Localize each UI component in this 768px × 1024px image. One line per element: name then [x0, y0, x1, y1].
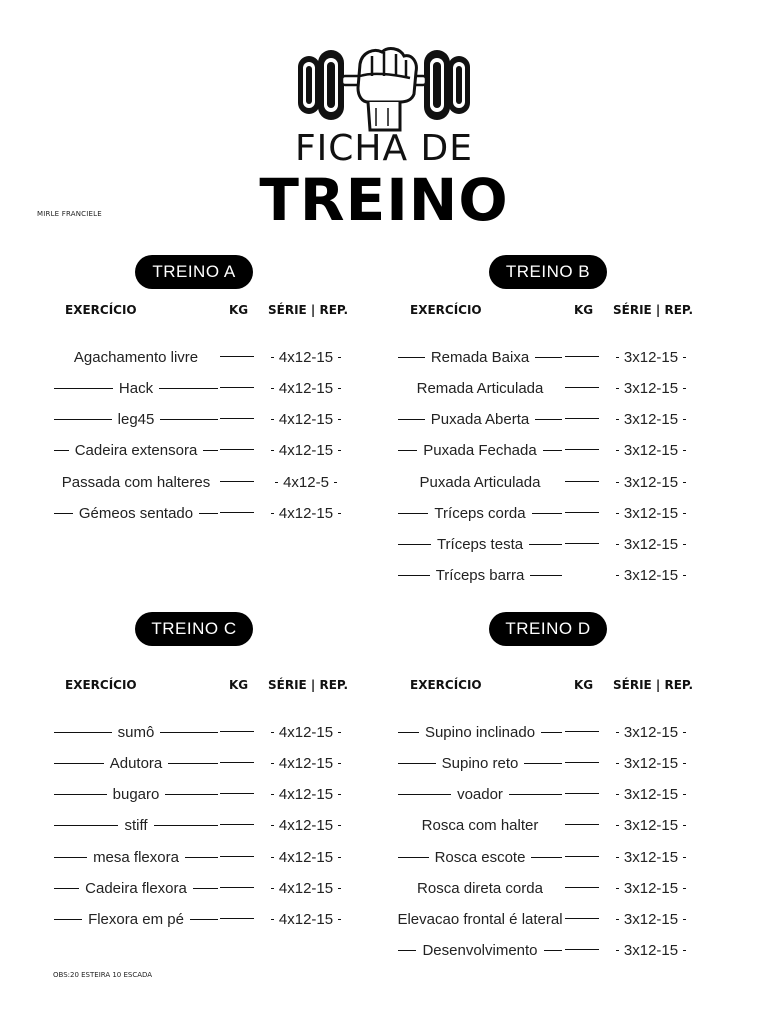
exercise-row: Elevacao frontal é lateral	[397, 910, 563, 928]
exercise-row: Cadeira flexora	[48, 878, 224, 898]
column-kg-d: KG	[574, 678, 594, 692]
kg-field[interactable]	[220, 418, 254, 419]
series-value: 3x12-15	[606, 565, 696, 585]
series-value: 4x12-15	[261, 378, 351, 398]
column-kg-a: KG	[229, 303, 249, 317]
exercise-row: Rosca escote	[392, 847, 568, 867]
series-value: 3x12-15	[606, 534, 696, 554]
series-value: 4x12-15	[261, 909, 351, 929]
column-kg-c: KG	[229, 678, 249, 692]
series-value: 4x12-5	[261, 472, 351, 492]
workout-title-a: TREINO A	[135, 255, 253, 289]
kg-field[interactable]	[565, 887, 599, 888]
column-exercise-b: EXERCÍCIO	[410, 303, 482, 317]
kg-field[interactable]	[565, 949, 599, 950]
exercise-row: Puxada Fechada	[392, 440, 568, 460]
exercise-row: Agachamento livre	[73, 348, 199, 366]
column-series-d: SÉRIE | REP.	[613, 678, 694, 692]
exercise-row: Adutora	[48, 753, 224, 773]
kg-field[interactable]	[565, 793, 599, 794]
exercise-row: Rosca direta corda	[417, 879, 543, 897]
footer-obs: OBS:20 ESTEIRA 10 ESCADA	[53, 971, 153, 979]
series-value: 3x12-15	[606, 472, 696, 492]
kg-field[interactable]	[220, 731, 254, 732]
exercise-row: stiff	[48, 815, 224, 835]
exercise-row: Puxada Articulada	[419, 473, 541, 491]
kg-field[interactable]	[220, 856, 254, 857]
exercise-row: sumô	[48, 722, 224, 742]
exercise-row: Remada Baixa	[392, 347, 568, 367]
series-value: 3x12-15	[606, 940, 696, 960]
series-value: 4x12-15	[261, 347, 351, 367]
kg-field[interactable]	[220, 512, 254, 513]
column-exercise-c: EXERCÍCIO	[65, 678, 137, 692]
series-value: 3x12-15	[606, 440, 696, 460]
column-series-b: SÉRIE | REP.	[613, 303, 694, 317]
exercise-row: mesa flexora	[48, 847, 224, 867]
exercise-row: Supino reto	[392, 753, 568, 773]
kg-field[interactable]	[565, 387, 599, 388]
fist-dumbbell-icon	[296, 42, 472, 134]
kg-field[interactable]	[565, 481, 599, 482]
kg-field[interactable]	[565, 512, 599, 513]
workout-title-c: TREINO C	[135, 612, 253, 646]
kg-field[interactable]	[220, 918, 254, 919]
series-value: 4x12-15	[261, 440, 351, 460]
series-value: 3x12-15	[606, 347, 696, 367]
series-value: 4x12-15	[261, 815, 351, 835]
kg-field[interactable]	[220, 824, 254, 825]
series-value: 3x12-15	[606, 815, 696, 835]
kg-field[interactable]	[565, 543, 599, 544]
page-title-line1: FICHA DE	[294, 128, 474, 169]
kg-field[interactable]	[220, 356, 254, 357]
exercise-row: Supino inclinado	[392, 722, 568, 742]
kg-field[interactable]	[220, 793, 254, 794]
exercise-row: Tríceps barra	[392, 565, 568, 585]
series-value: 3x12-15	[606, 909, 696, 929]
kg-field[interactable]	[565, 731, 599, 732]
series-value: 3x12-15	[606, 878, 696, 898]
series-value: 4x12-15	[261, 878, 351, 898]
exercise-row: leg45	[48, 409, 224, 429]
kg-field[interactable]	[565, 918, 599, 919]
workout-title-d: TREINO D	[489, 612, 607, 646]
series-value: 3x12-15	[606, 784, 696, 804]
kg-field[interactable]	[220, 762, 254, 763]
exercise-row: Tríceps corda	[392, 503, 568, 523]
kg-field[interactable]	[565, 356, 599, 357]
exercise-row: Tríceps testa	[392, 534, 568, 554]
series-value: 3x12-15	[606, 847, 696, 867]
kg-field[interactable]	[220, 387, 254, 388]
exercise-row: Desenvolvimento	[392, 940, 568, 960]
kg-field[interactable]	[565, 449, 599, 450]
exercise-row: Puxada Aberta	[392, 409, 568, 429]
series-value: 3x12-15	[606, 753, 696, 773]
exercise-row: Cadeira extensora	[48, 440, 224, 460]
series-value: 4x12-15	[261, 784, 351, 804]
kg-field[interactable]	[565, 418, 599, 419]
exercise-row: Hack	[48, 378, 224, 398]
column-kg-b: KG	[574, 303, 594, 317]
series-value: 3x12-15	[606, 409, 696, 429]
column-exercise-d: EXERCÍCIO	[410, 678, 482, 692]
exercise-row: Passada com halteres	[61, 473, 211, 491]
series-value: 3x12-15	[606, 722, 696, 742]
page-title-line2: TREINO	[259, 166, 509, 234]
exercise-row: Rosca com halter	[421, 816, 539, 834]
series-value: 3x12-15	[606, 378, 696, 398]
exercise-row: Flexora em pé	[48, 909, 224, 929]
exercise-row: Gémeos sentado	[48, 503, 224, 523]
series-value: 4x12-15	[261, 503, 351, 523]
kg-field[interactable]	[220, 887, 254, 888]
series-value: 3x12-15	[606, 503, 696, 523]
column-series-c: SÉRIE | REP.	[268, 678, 349, 692]
series-value: 4x12-15	[261, 847, 351, 867]
column-series-a: SÉRIE | REP.	[268, 303, 349, 317]
author-name: MIRLE FRANCIELE	[37, 210, 102, 218]
kg-field[interactable]	[565, 824, 599, 825]
kg-field[interactable]	[220, 449, 254, 450]
column-exercise-a: EXERCÍCIO	[65, 303, 137, 317]
series-value: 4x12-15	[261, 722, 351, 742]
workout-title-b: TREINO B	[489, 255, 607, 289]
exercise-row: voador	[392, 784, 568, 804]
exercise-row: Remada Articulada	[416, 379, 544, 397]
series-value: 4x12-15	[261, 753, 351, 773]
kg-field[interactable]	[565, 856, 599, 857]
kg-field[interactable]	[220, 481, 254, 482]
series-value: 4x12-15	[261, 409, 351, 429]
kg-field[interactable]	[565, 762, 599, 763]
exercise-row: bugaro	[48, 784, 224, 804]
